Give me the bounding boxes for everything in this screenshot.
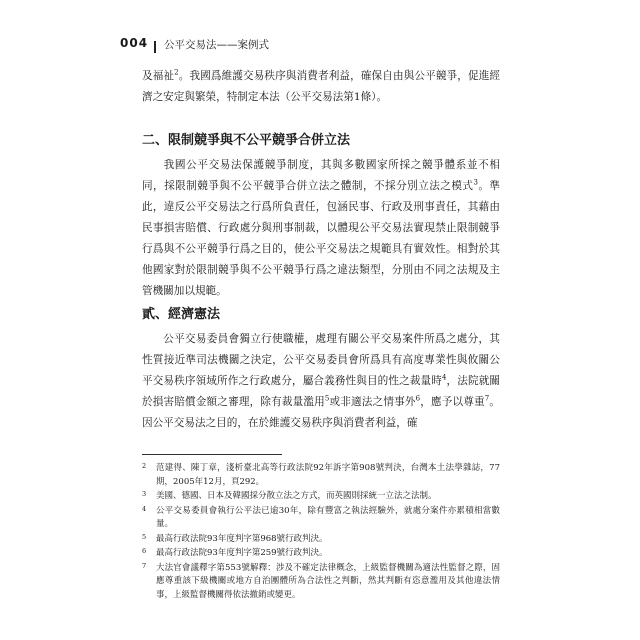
paragraph-text: 及福祉 <box>142 70 175 82</box>
running-title: 公平交易法——案例式 <box>164 39 269 51</box>
footnote-ref-6[interactable]: 6 <box>415 394 421 403</box>
footnote <box>142 505 500 532</box>
footnote <box>142 547 500 561</box>
footnote-mark: 2 <box>142 462 147 470</box>
paragraph-text: ，應予以尊重 <box>420 396 485 408</box>
footnote <box>142 562 500 603</box>
paragraph-text: 。準此，違反公平交易法之行爲所負責任，包涵民事、行政及刑事責任，其藉由民事損害賠償、行政處分與刑事制裁，以體現公平交易法實現禁止限制競爭行爲與不公平競爭行爲之目的，使公平交易法之規範具有實效性。相對於其他國家對於限制競爭與不公平競爭行爲之違法類型，分別由不同之法規及主管機關加以規範。 <box>142 180 501 297</box>
running-header <box>120 36 520 56</box>
paragraph-economic-constitution <box>142 329 500 434</box>
paragraph-text: 公平交易委員會獨立行使職權，處理有關公平交易案件所爲之處分，其性質接近準司法機關之決定，公平交易委員會所爲具有高度專業性與攸關公平交易秩序領域所作之行政處分，屬合義務性與目的性之裁量時 <box>142 333 500 387</box>
footnote-ref-7[interactable]: 7 <box>484 394 490 403</box>
section-heading: 貳、經濟憲法 <box>142 307 221 322</box>
footnote-mark: 5 <box>142 532 147 541</box>
footnote-ref-4[interactable]: 4 <box>441 373 447 382</box>
footnotes <box>142 462 500 603</box>
footnote-mark: 7 <box>142 561 147 570</box>
paragraph-continued <box>142 66 500 108</box>
paragraph-text: ，法院就關於損害賠償金額之審理，除有裁量濫用 <box>142 375 501 408</box>
footnote-mark: 3 <box>142 490 147 498</box>
footnote-ref-5[interactable]: 5 <box>324 394 330 403</box>
footnote-mark: 6 <box>142 547 147 555</box>
section-heading: 二、限制競爭與不公平競爭合併立法 <box>142 133 351 148</box>
footnote-separator <box>142 454 282 455</box>
footnote-text: 范建得、陳丁章，淺析臺北高等行政法院92年訴字第908號判決，台灣本土法學雜誌，77期，2005年12月，頁292。 <box>156 463 500 487</box>
footnote-text: 最高行政法院93年度判字第259號行政判決。 <box>156 548 328 558</box>
footnote-text: 最高行政法院93年度判字第968號行政判決。 <box>156 533 328 544</box>
header-divider <box>154 41 156 53</box>
paragraph-legislation <box>142 155 500 302</box>
paragraph-text: 或非適法之情事外 <box>329 396 416 408</box>
paragraph-text: 我國公平交易法保護競爭制度，其與多數國家所採之競爭體系並不相同，採限制競爭與不公平競爭合併立法之體制，不採分別立法之模式 <box>142 159 500 192</box>
paragraph-text: 。我國爲維護交易秩序與消費者利益，確保自由與公平競爭，促進經濟之安定與繁榮，特制定本法（公平交易法第1條）。 <box>142 70 500 103</box>
footnote-text: 公平交易委員會執行公平法已逾30年，除有豐富之執法經驗外，就處分案件亦累積相當數量。 <box>156 505 500 529</box>
footnote <box>142 533 500 547</box>
footnote <box>142 490 500 504</box>
footnote <box>142 462 500 489</box>
page-number: 004 <box>120 36 149 50</box>
footnote-text: 大法官會議釋字第553號解釋：涉及不確定法律概念，上級監督機關為適法性監督之際，固應尊重該下級機關或地方自治團體所為合法性之判斷，然其判斷有恣意濫用及其他違法情事，上級監督機關得依法撤銷或變更。 <box>156 562 500 600</box>
footnote-mark: 4 <box>142 504 147 513</box>
footnote-ref-3[interactable]: 3 <box>473 178 478 187</box>
paragraph-text: 。因公平交易法之目的，在於維護交易秩序與消費者利益，確 <box>142 396 501 429</box>
footnote-text: 美國、德國、日本及韓國採分散立法之方式，而英國則採統一立法之法制。 <box>156 491 437 501</box>
footnote-ref-2[interactable]: 2 <box>174 68 179 77</box>
